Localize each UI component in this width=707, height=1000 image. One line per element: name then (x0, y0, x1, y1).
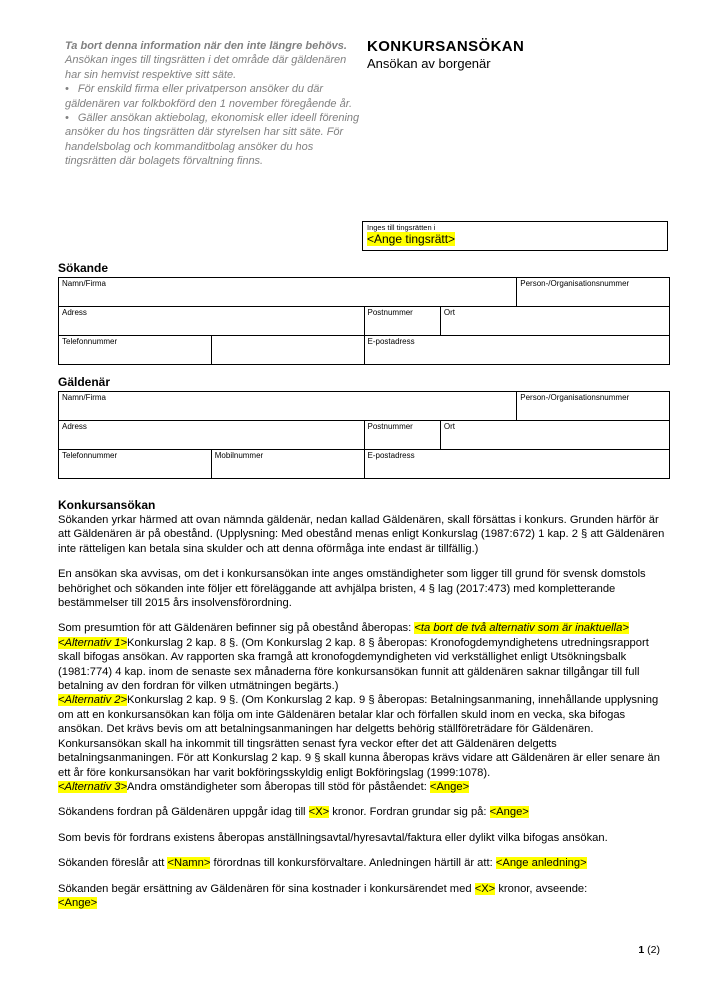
debtor-orgnumber-field[interactable] (517, 392, 670, 421)
applicant-phone-field[interactable] (59, 336, 212, 365)
debtor-heading: Gäldenär (58, 375, 111, 389)
debtor-zip-label: Postnummer (367, 422, 413, 431)
debtor-city-field[interactable] (440, 421, 669, 450)
placeholder-field[interactable]: <Alternativ 1> (58, 636, 128, 649)
text-run: Sökanden föreslår att (58, 857, 168, 870)
debtor-phone-label: Telefonnummer (62, 451, 118, 460)
debtor-name-label: Namn/Firma (62, 393, 107, 402)
bullet-text: För enskild firma eller privatperson ansöker du där gäldenären var folkbokförd den 1 november föregående år. (65, 83, 353, 110)
text-run: Sökandens fordran på Gäldenären uppgår idag till (58, 806, 309, 819)
applicant-name-field[interactable] (59, 278, 517, 307)
text-run: En ansökan ska avvisas, om det i konkursansökan inte anges omständigheter som ligger till grund för svensk domstols behörighet och sökanden inte följer ett föreläggande att avhjälpa bristen, 4 § lag (2017:473) med kompletterande bestämmelser till 2015 års insolvensförordning. (58, 568, 646, 610)
instructions-intro: Ansökan inges till tingsrätten i det område där gäldenären har sin hemvist respektive sitt säte. (65, 54, 347, 81)
placeholder-field[interactable]: <Ange> (58, 896, 98, 909)
bullet-text: Gäller ansökan aktiebolag, ekonomisk eller ideell förening ansöker du hos tingsrätten där styrelsen har sitt säte. För handelsbolag och kommanditbolag ansöker du hos tingsrätten där bolagets förvaltning finns. (65, 112, 360, 168)
body-paragraph-administrator (58, 856, 670, 870)
table-row (59, 421, 670, 450)
body-paragraph-grounds (58, 513, 670, 556)
table-row (59, 278, 670, 307)
applicant-extra-field[interactable] (211, 336, 364, 365)
debtor-address-field[interactable] (59, 421, 365, 450)
applicant-email-label: E-postadress (367, 337, 415, 346)
table-row (59, 392, 670, 421)
placeholder-field[interactable]: <X> (308, 806, 330, 819)
body-paragraph-dismissal (58, 567, 670, 610)
document-subtitle: Ansökan av borgenär (367, 56, 491, 71)
debtor-mobile-label: Mobilnummer (214, 451, 264, 460)
text-run: kronor, avseende: (495, 882, 588, 895)
court-field-value (367, 233, 663, 246)
page-number (638, 944, 660, 957)
title-block (367, 39, 524, 71)
debtor-zip-field[interactable] (364, 421, 440, 450)
debtor-address-label: Adress (62, 422, 87, 431)
debtor-name-field[interactable] (59, 392, 517, 421)
placeholder-field[interactable]: <X> (474, 882, 496, 895)
debtor-table (58, 391, 670, 479)
table-row (59, 307, 670, 336)
page-number-current: 1 (638, 944, 645, 956)
text-run: Andra omständigheter som åberopas till stöd för påståendet: (127, 780, 430, 793)
placeholder-field[interactable]: <ta bort de två alternativ som är inaktuella> (414, 622, 629, 635)
debtor-city-label: Ort (443, 422, 455, 431)
body-paragraph-evidence (58, 831, 670, 845)
body-paragraph-alternatives (58, 621, 670, 794)
applicant-zip-label: Postnummer (367, 308, 413, 317)
applicant-table (58, 277, 670, 365)
document-title: KONKURSANSÖKAN (367, 38, 525, 55)
debtor-mobile-field[interactable] (211, 450, 364, 479)
table-row (59, 450, 670, 479)
placeholder-field[interactable]: <Alternativ 3> (58, 780, 128, 793)
applicant-phone-label: Telefonnummer (62, 337, 118, 346)
applicant-city-field[interactable] (440, 307, 669, 336)
text-run: förordnas till konkursförvaltare. Anledningen härtill är att: (210, 857, 496, 870)
page-number-total: (2) (647, 944, 660, 956)
debtor-email-label: E-postadress (367, 451, 415, 460)
text-run: Sökanden yrkar härmed att ovan nämnda gäldenär, nedan kallad Gäldenären, skall försättas i konkurs. Grunden härför är att Gäldenären är på obestånd. (Upplysning: Med obestånd menas enligt Konkurslag (1987:672) 1 kap. 2 § att Gäldenären inte rätteligen kan betala sina skulder och att denna oförmåga inte endast är tillfällig.) (58, 514, 665, 555)
placeholder-field[interactable]: <Ange anledning> (495, 857, 587, 870)
table-row (59, 336, 670, 365)
text-run: Konkurslag 2 kap. 8 §. (Om Konkurslag 2 kap. 8 § åberopas: Kronofogdemyndighetens utredningsrapport skall bifogas ansökan. Av rapporten ska framgå att kronofogdemyndigheten vid verkställighet enligt Utsökningsbalk (1981:774) 4 kap. inom de senaste sex månaderna före konkursansökan funnit att gäldenären saknar tillgångar till full betalning av den fordran för vilken utmätningen begärts.) (58, 636, 649, 693)
court-field-label: Inges till tingsrätten i (367, 223, 436, 232)
placeholder-field[interactable]: <Ange> (489, 806, 529, 819)
applicant-orgnumber-field[interactable] (517, 278, 670, 307)
body-paragraph-claim (58, 805, 670, 819)
text-run: kronor. Fordran grundar sig på: (329, 806, 490, 819)
text-run: Sökanden begär ersättning av Gäldenären för sina kostnader i konkursärendet med (58, 882, 475, 895)
instructions-title: Ta bort denna information när den inte längre behövs. (65, 40, 347, 52)
applicant-name-label: Namn/Firma (62, 279, 107, 288)
form-body (58, 261, 670, 921)
placeholder-field[interactable]: <Alternativ 2> (58, 694, 128, 707)
debtor-phone-field[interactable] (59, 450, 212, 479)
instructions-bullet-1 (65, 82, 363, 111)
applicant-city-label: Ort (443, 308, 455, 317)
court-field-box[interactable] (362, 221, 668, 251)
applicant-zip-field[interactable] (364, 307, 440, 336)
bullet-icon: • (65, 83, 69, 96)
text-run: Som presumtion för att Gäldenären befinner sig på obestånd åberopas: (58, 622, 415, 635)
applicant-orgnumber-label: Person-/Organisationsnummer (520, 279, 630, 288)
placeholder-field[interactable]: <Ange> (429, 780, 470, 793)
text-run: Konkurslag 2 kap. 9 §. (Om Konkurslag 2 kap. 9 § åberopas: Betalningsanmaning, innehållande upplysning om att en konkursansökan kan följa om inte Gäldenären betalar klar och förfallen skuld inom en vecka, ska bifogas ansökan. Det krävs bevis om att betalningsanmaningen har delgetts behörig ställföreträdare för Gäldenären. Konkursansökan skall ha inkommit till tingsrätten senast fyra veckor efter det att Gäldenären delgetts betalningsanmaningen. För att Konkurslag 2 kap. 9 § skall kunna åberopas krävs vidare att Gäldenären är eller senare än ett år före konkursansökan har varit bokföringsskyldig enligt Bokföringslag (1999:1078). (58, 694, 660, 779)
debtor-email-field[interactable] (364, 450, 670, 479)
bullet-icon: • (65, 112, 69, 125)
application-heading: Konkursansökan (58, 498, 156, 512)
text-run: Som bevis för fordrans existens åberopas anställningsavtal/hyresavtal/faktura eller dylikt vilka bifogas ansökan. (58, 831, 608, 844)
body-paragraph-costs (58, 882, 670, 911)
removal-instructions (65, 39, 363, 169)
debtor-orgnumber-label: Person-/Organisationsnummer (520, 393, 630, 402)
applicant-heading: Sökande (58, 261, 109, 275)
instructions-bullet-2 (65, 111, 363, 169)
placeholder-field[interactable]: <Namn> (167, 857, 211, 870)
applicant-email-field[interactable] (364, 336, 670, 365)
applicant-address-label: Adress (62, 308, 87, 317)
applicant-address-field[interactable] (59, 307, 365, 336)
court-placeholder[interactable]: <Ange tingsrätt> (367, 232, 456, 246)
